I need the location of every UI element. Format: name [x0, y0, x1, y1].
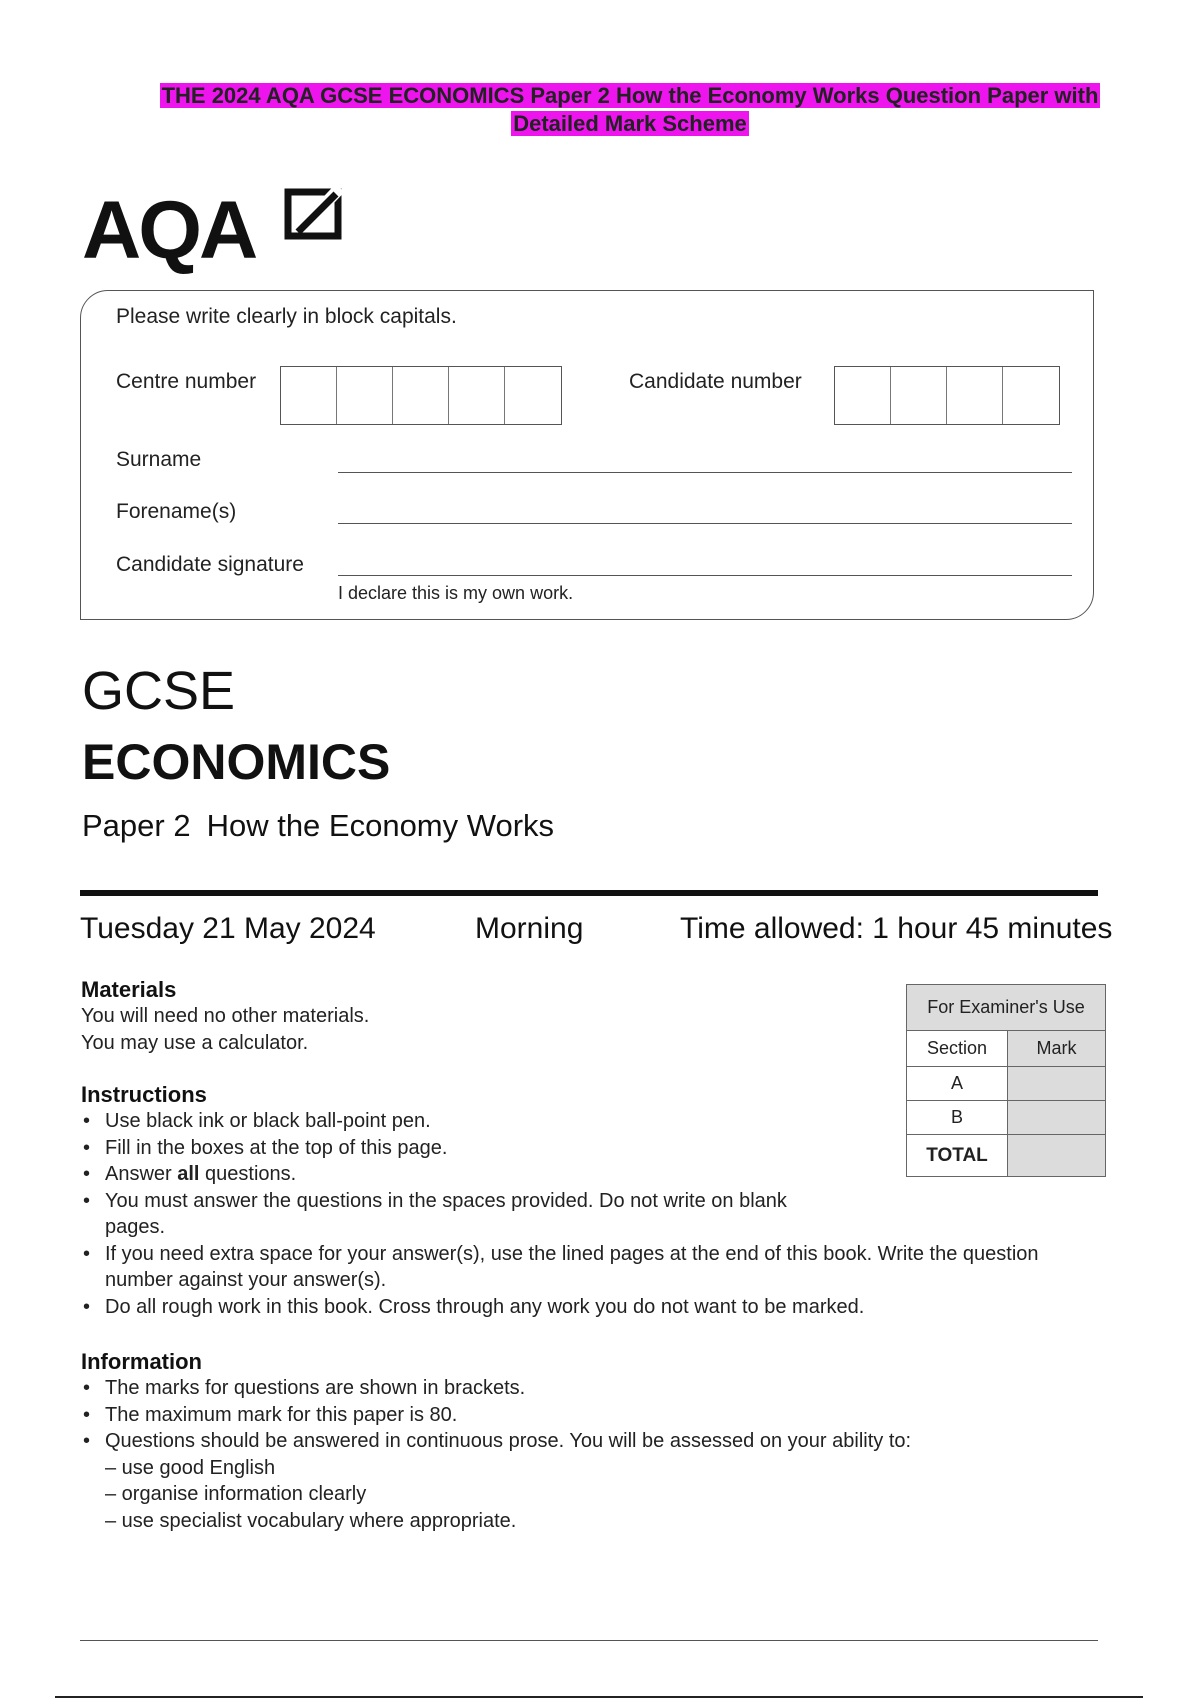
centre-number-label: Centre number — [116, 370, 257, 393]
document-banner — [100, 82, 1160, 138]
information-item: • Questions should be answered in continuous prose. You will be assessed on your ability to: — [81, 1428, 911, 1455]
centre-number-box[interactable] — [393, 367, 449, 424]
instruction-item: • You must answer the questions in the spaces provided. Do not write on blank pages. — [81, 1188, 825, 1241]
form-instruction: Please write clearly in block capitals. — [116, 305, 457, 328]
instruction-item: • If you need extra space for your answer(s), use the lined pages at the end of this book. Write the question number against your answer(s). — [81, 1241, 1095, 1294]
subject-title: ECONOMICS — [82, 734, 391, 790]
examiners-use-title: For Examiner's Use — [907, 985, 1106, 1031]
candidate-number-boxes[interactable] — [834, 366, 1060, 425]
aqa-logo-mark-icon — [284, 184, 344, 244]
surname-field[interactable] — [338, 472, 1072, 473]
paper-name: How the Economy Works — [206, 808, 555, 843]
qualification-title: GCSE — [82, 661, 236, 721]
instruction-item: • Use black ink or black ball-point pen. — [81, 1108, 1095, 1135]
signature-field[interactable] — [338, 575, 1072, 576]
centre-number-box[interactable] — [337, 367, 393, 424]
candidate-number-box[interactable] — [1003, 367, 1059, 424]
forename-label: Forename(s) — [116, 500, 237, 523]
banner-line-1: THE 2024 AQA GCSE ECONOMICS Paper 2 How the Economy Works Question Paper with — [161, 83, 1099, 108]
candidate-number-box[interactable] — [891, 367, 947, 424]
materials-line: You may use a calculator. — [81, 1032, 309, 1054]
section-column-header: Section — [907, 1031, 1008, 1067]
mark-column-header: Mark — [1008, 1031, 1106, 1067]
materials-section — [81, 977, 369, 1057]
information-item: • The maximum mark for this paper is 80. — [81, 1402, 911, 1429]
paper-number: Paper 2 — [82, 808, 191, 843]
time-allowed: Time allowed: 1 hour 45 minutes — [680, 912, 1113, 945]
mark-cell — [1008, 1067, 1106, 1101]
paper-title — [82, 808, 554, 844]
surname-label: Surname — [116, 448, 202, 471]
title-divider — [80, 890, 1098, 896]
forename-field[interactable] — [338, 523, 1072, 524]
assessment-criterion: – use good English — [105, 1456, 276, 1479]
instruction-item: • Fill in the boxes at the top of this page. — [81, 1135, 1095, 1162]
centre-number-box[interactable] — [449, 367, 505, 424]
mark-cell — [1008, 1101, 1106, 1135]
section-label: A — [907, 1067, 1008, 1101]
declaration-text: I declare this is my own work. — [338, 583, 574, 603]
candidate-number-box[interactable] — [835, 367, 891, 424]
information-heading: Information — [81, 1349, 202, 1374]
centre-number-box[interactable] — [281, 367, 337, 424]
banner-line-2: Detailed Mark Scheme — [513, 111, 747, 136]
page-bottom-edge — [55, 1696, 1143, 1698]
materials-line: You will need no other materials. — [81, 1005, 370, 1027]
aqa-logo: AQA — [82, 185, 256, 276]
footer-divider — [80, 1640, 1098, 1641]
signature-label: Candidate signature — [116, 553, 304, 576]
total-label: TOTAL — [907, 1135, 1008, 1177]
section-label: B — [907, 1101, 1008, 1135]
instruction-item: • Answer all questions. — [81, 1161, 1095, 1188]
assessment-criterion: – use specialist vocabulary where appropriate. — [105, 1509, 517, 1532]
candidate-number-box[interactable] — [947, 367, 1003, 424]
instructions-heading: Instructions — [81, 1082, 207, 1107]
exam-date: Tuesday 21 May 2024 — [80, 912, 376, 945]
assessment-criterion: – organise information clearly — [105, 1483, 367, 1505]
information-section — [81, 1349, 911, 1534]
examiners-use-table — [906, 984, 1106, 1177]
exam-session: Morning — [475, 912, 584, 945]
materials-heading: Materials — [81, 977, 177, 1002]
total-mark-cell — [1008, 1135, 1106, 1177]
centre-number-boxes[interactable] — [280, 366, 562, 425]
instruction-item: • Do all rough work in this book. Cross through any work you do not want to be marked. — [81, 1294, 1095, 1321]
information-item: • The marks for questions are shown in brackets. — [81, 1375, 911, 1402]
centre-number-box[interactable] — [505, 367, 561, 424]
candidate-number-label: Candidate number — [629, 370, 802, 393]
